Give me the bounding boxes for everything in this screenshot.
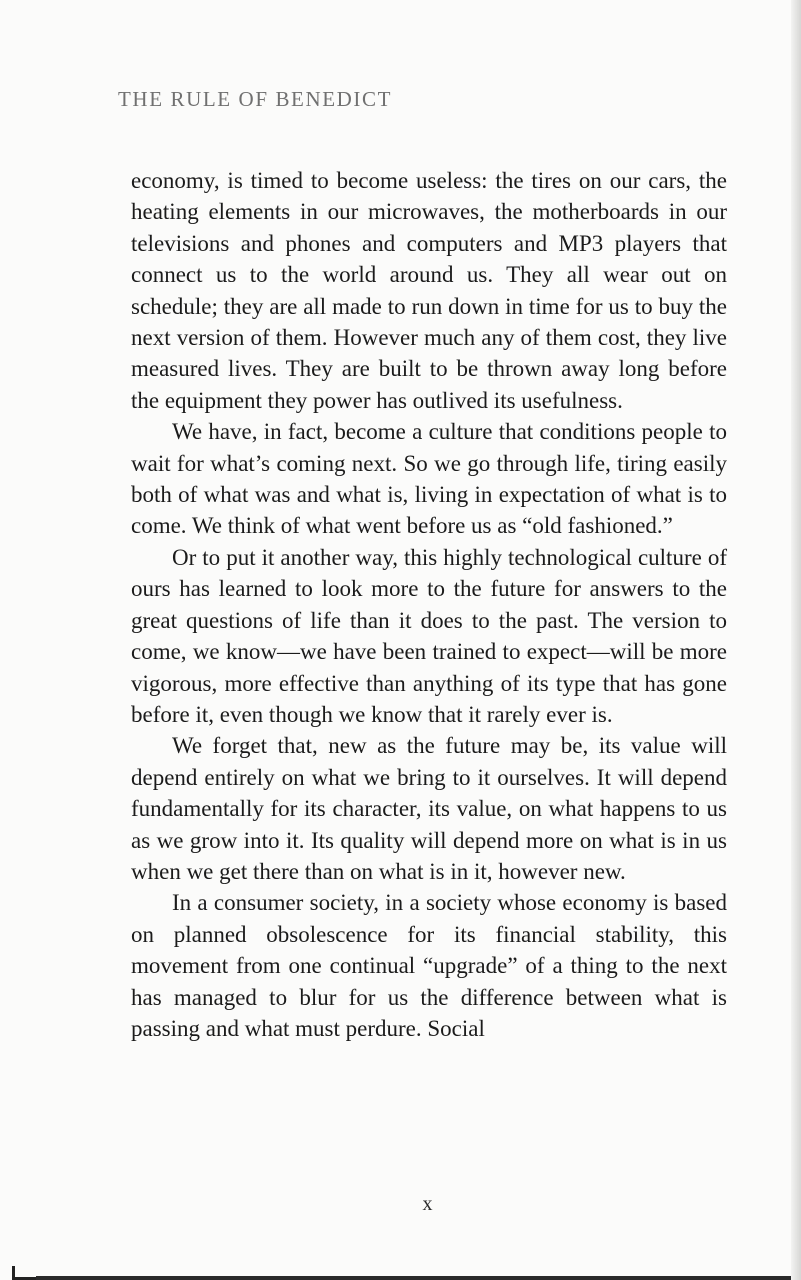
page-edge-shadow	[791, 0, 801, 1280]
scan-bottom-edge	[36, 1276, 791, 1280]
paragraph: We forget that, new as the future may be, its value will depend entirely on what we bring to it ourselves. It will depend fundamentally for its character, its value, on what happens to us as we grow into it. Its quality will depend more on what is in us when we get there than on what is in it, however new.	[131, 733, 727, 884]
paragraph: We have, in fact, become a culture that conditions people to wait for what’s coming next. So we go through life, tiring easily both of what was and what is, living in expectation of what is to come. We think of what went before us as “old fashioned.”	[131, 419, 727, 539]
paragraph: Or to put it another way, this highly technological culture of ours has learned to look more to the future for answers to the great questions of life than it does to the past. The version to come, we know—we have been trained to expect—will be more vigorous, more effective than anything of its type that has gone before it, even though we know that it rarely ever is.	[131, 544, 727, 727]
running-head: THE RULE OF BENEDICT	[118, 87, 393, 111]
body-text	[131, 165, 727, 1044]
paragraph: In a consumer society, in a society whose economy is based on planned obsolescence for its financial stability, this movement from one continual “upgrade” of a thing to the next has managed to blur for us the difference between what is passing and what must perdure. Social	[131, 890, 727, 1041]
page-number: x	[422, 1193, 433, 1215]
scan-corner-mark	[12, 1266, 36, 1280]
paragraph-continued: economy, is timed to become useless: the tires on our cars, the heating elements in our microwaves, the motherboards in our televisions and phones and computers and MP3 players that connect us to the world around us. They all wear out on schedule; they are all made to run down in time for us to buy the next version of them. However much any of them cost, they live measured lives. They are built to be thrown away long before the equipment they power has outlived its usefulness.	[131, 168, 727, 413]
